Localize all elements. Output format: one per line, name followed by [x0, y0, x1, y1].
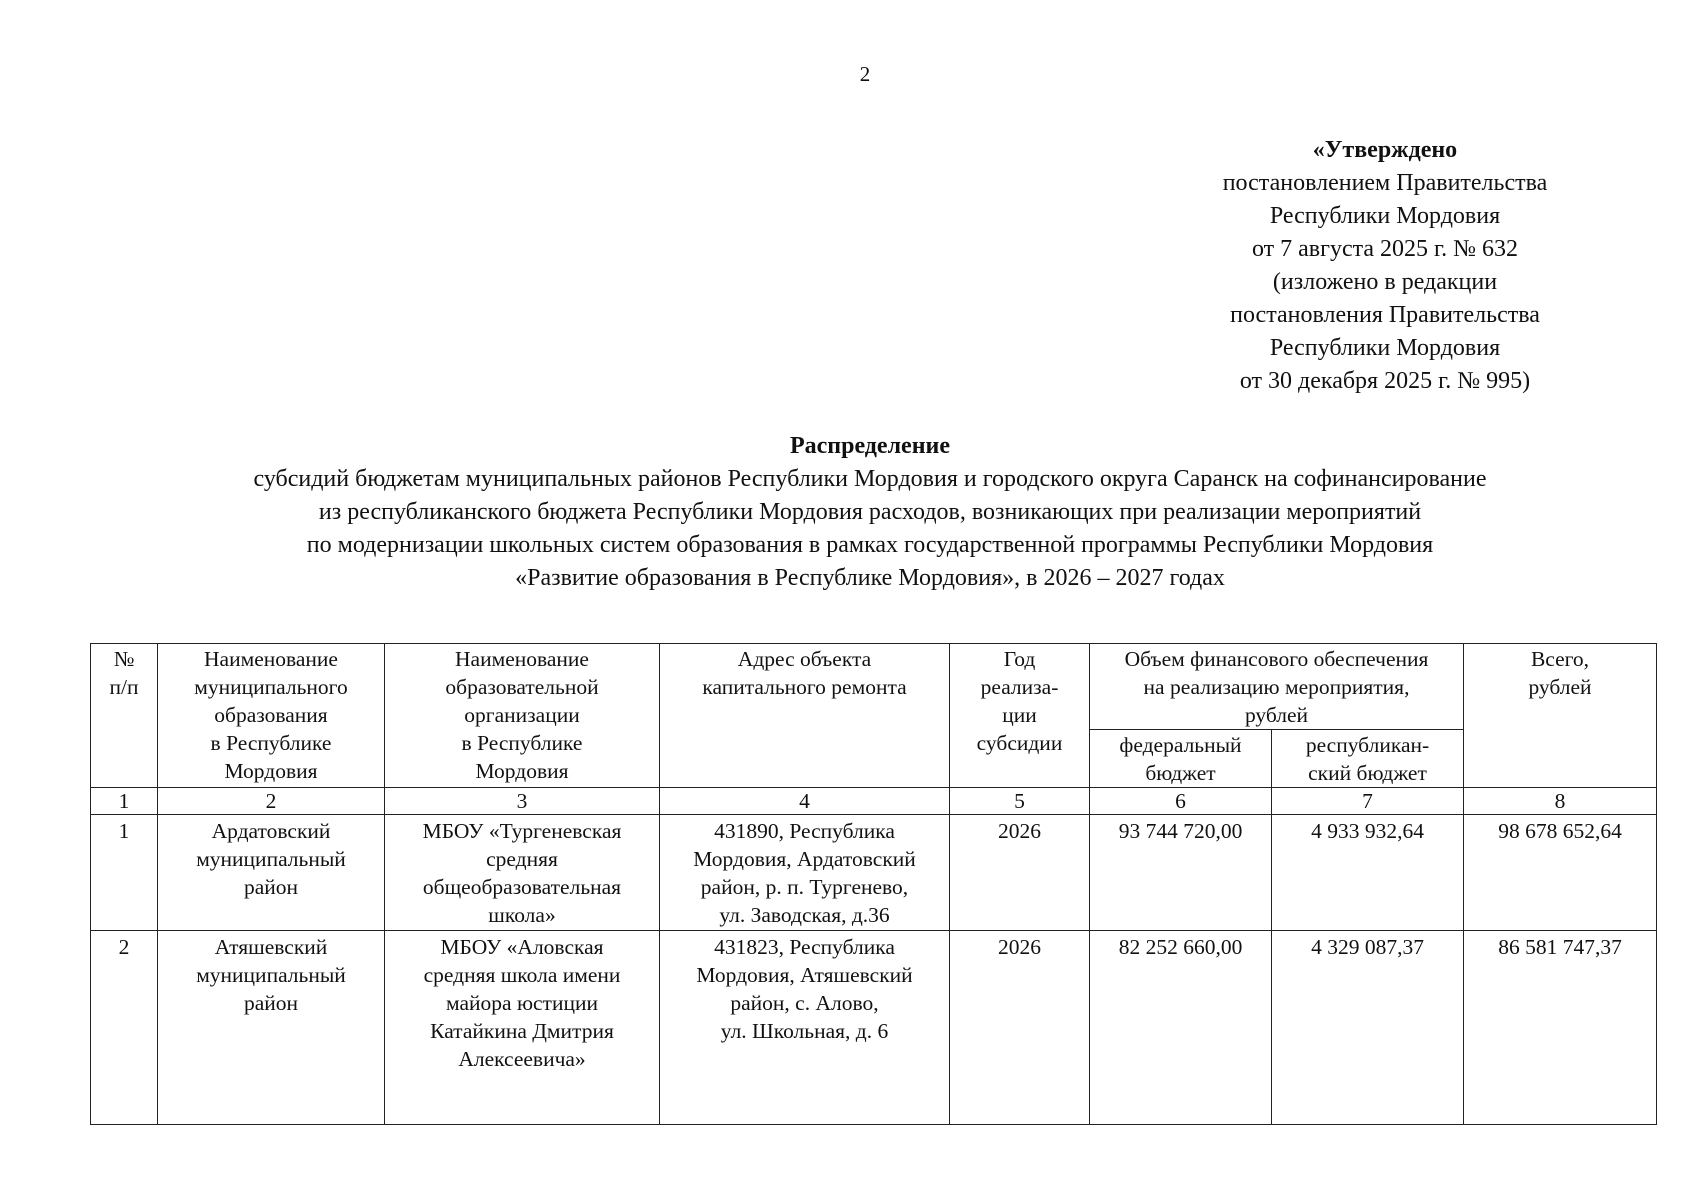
- title-line: по модернизации школьных систем образования в рамках государственной программы Республики Мордовия: [306, 532, 1434, 558]
- approval-title: «Утверждено: [1312, 137, 1458, 163]
- header-num: № п/п: [91, 644, 158, 788]
- column-number-row: [91, 788, 1657, 815]
- column-number: 7: [1272, 788, 1464, 815]
- header-funding-volume: Объем финансового обеспечения на реализацию мероприятия, рублей: [1090, 644, 1464, 730]
- row-federal: 82 252 660,00: [1090, 931, 1272, 1125]
- approval-line: от 30 декабря 2025 г. № 995): [1239, 368, 1531, 394]
- header-year: Год реализа- ции субсидии: [950, 644, 1090, 788]
- approval-line: от 7 августа 2025 г. № 632: [1251, 236, 1519, 262]
- row-year: 2026: [950, 931, 1090, 1125]
- row-num: 2: [91, 931, 158, 1125]
- header-address: Адрес объекта капитального ремонта: [660, 644, 950, 788]
- row-municipality: Ардатовский муниципальный район: [158, 815, 385, 931]
- row-total: 98 678 652,64: [1464, 815, 1657, 931]
- header-total: Всего, рублей: [1464, 644, 1657, 788]
- header-republic: республикан- ский бюджет: [1272, 730, 1464, 788]
- document-title: [90, 430, 1650, 595]
- header-organization: Наименование образовательной организации в Республике Мордовия: [385, 644, 660, 788]
- table-row: [91, 815, 1657, 931]
- approval-line: (изложено в редакции: [1272, 269, 1498, 295]
- row-year: 2026: [950, 815, 1090, 931]
- title-heading: Распределение: [789, 433, 951, 459]
- header-federal: федеральный бюджет: [1090, 730, 1272, 788]
- page-number: 2: [859, 62, 871, 86]
- row-republic: 4 329 087,37: [1272, 931, 1464, 1125]
- title-line: субсидий бюджетам муниципальных районов Республики Мордовия и городского округа Саранск на софинансирование: [253, 466, 1487, 492]
- distribution-table: [90, 643, 1657, 1125]
- column-number: 5: [950, 788, 1090, 815]
- row-republic: 4 933 932,64: [1272, 815, 1464, 931]
- column-number: 4: [660, 788, 950, 815]
- table-row: [91, 931, 1657, 1125]
- row-address: 431890, Республика Мордовия, Ардатовский район, р. п. Тургенево, ул. Заводская, д.36: [660, 815, 950, 931]
- title-line: «Развитие образования в Республике Мордовия», в 2026 – 2027 годах: [515, 565, 1225, 591]
- row-organization: МБОУ «Тургеневская средняя общеобразовательная школа»: [385, 815, 660, 931]
- column-number: 8: [1464, 788, 1657, 815]
- row-total: 86 581 747,37: [1464, 931, 1657, 1125]
- row-address: 431823, Республика Мордовия, Атяшевский район, с. Алово, ул. Школьная, д. 6: [660, 931, 950, 1125]
- column-number: 1: [91, 788, 158, 815]
- title-line: из республиканского бюджета Республики Мордовия расходов, возникающих при реализации мероприятий: [318, 499, 1422, 525]
- column-number: 2: [158, 788, 385, 815]
- row-municipality: Атяшевский муниципальный район: [158, 931, 385, 1125]
- header-municipality: Наименование муниципального образования в Республике Мордовия: [158, 644, 385, 788]
- approval-block: [1170, 134, 1600, 398]
- column-number: 3: [385, 788, 660, 815]
- approval-line: Республики Мордовия: [1269, 203, 1501, 229]
- approval-line: постановления Правительства: [1230, 302, 1540, 328]
- row-federal: 93 744 720,00: [1090, 815, 1272, 931]
- row-organization: МБОУ «Аловская средняя школа имени майора юстиции Катайкина Дмитрия Алексеевича»: [385, 931, 660, 1125]
- approval-line: Республики Мордовия: [1269, 335, 1501, 361]
- column-number: 6: [1090, 788, 1272, 815]
- approval-line: постановлением Правительства: [1222, 170, 1548, 196]
- row-num: 1: [91, 815, 158, 931]
- header-row: [91, 644, 1657, 730]
